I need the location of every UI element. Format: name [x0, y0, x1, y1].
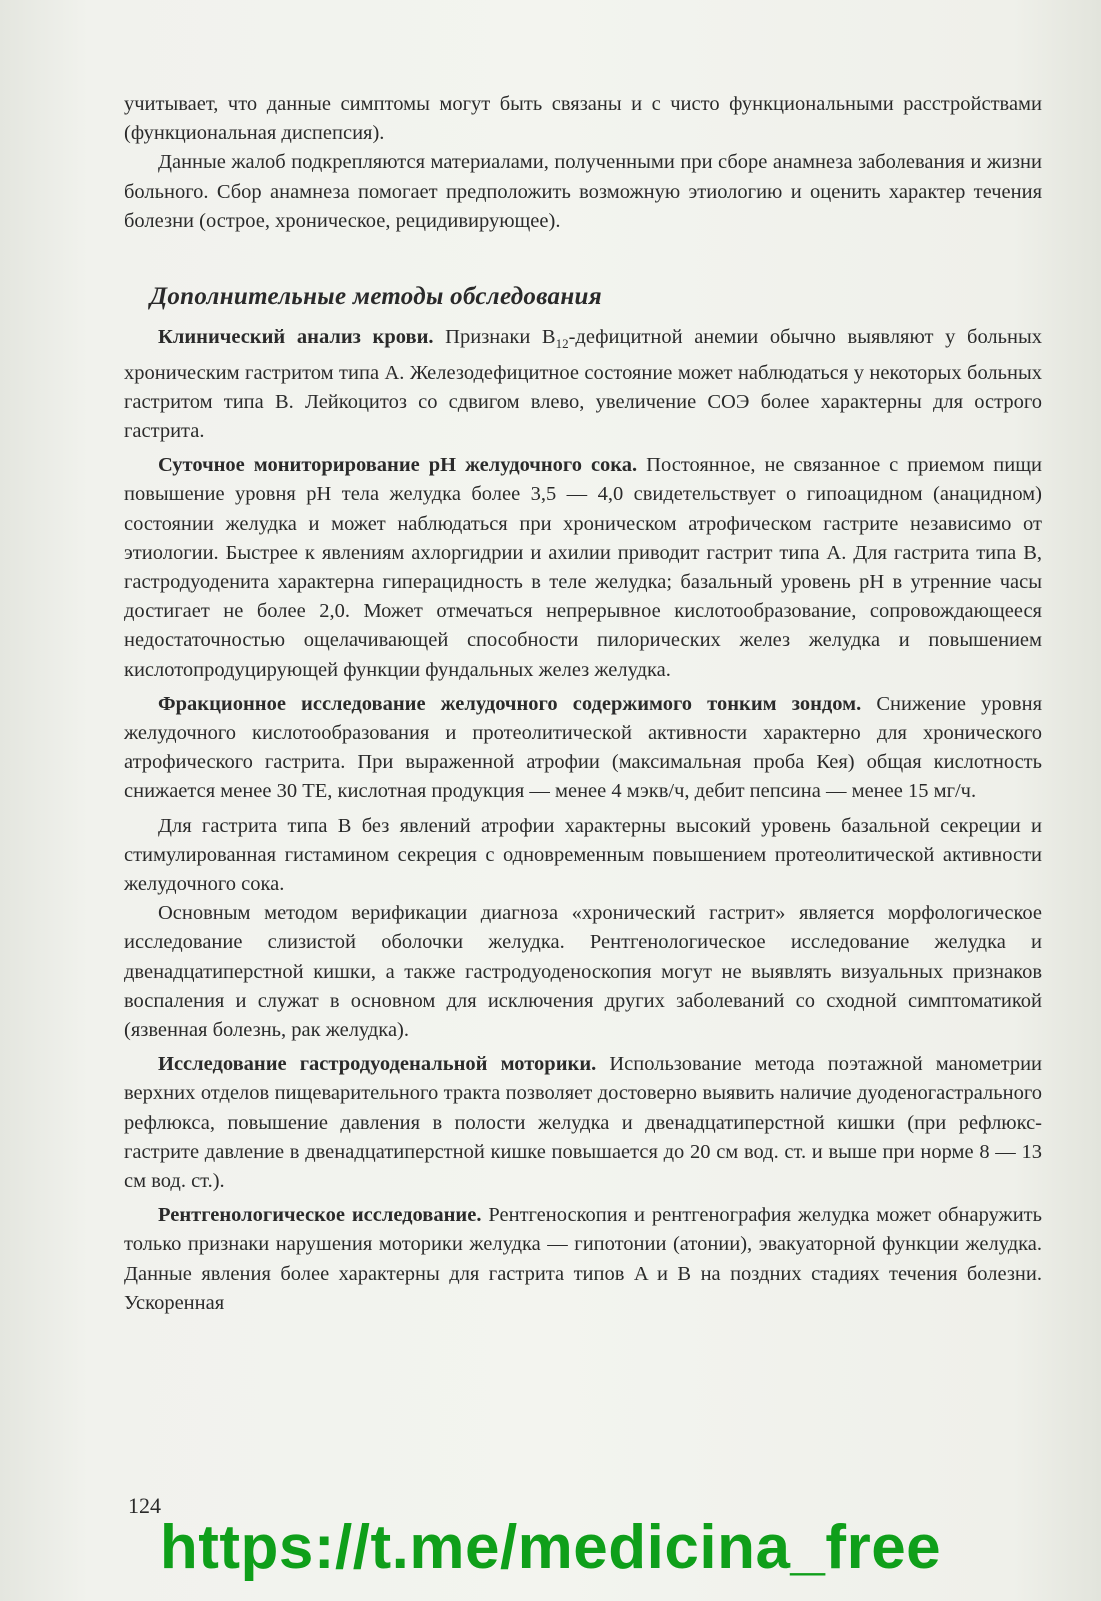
blood-text-2: -дефицитной анемии обычно выявляют у больных хроническим гастритом типа A. Железодефицитное состояние может наблюдаться у некоторых больных гастритом типа B. Лейкоцитоз со сдвигом влево, увеличение СОЭ более характерны для острого гастрита.: [124, 326, 1043, 442]
page-number: 124: [128, 1493, 161, 1518]
motility-text: Использование метода поэтажной манометрии верхних отделов пищеварительного тракта позволяет достоверно выявить наличие дуоденогастрального рефлюкса, повышение давления в полости желудка и двенадцатиперстной кишки (при рефлюкс-гастрите давление в двенадцатиперстной кишке повышается до 20 см вод. ст. и выше при норме 8 — 13 см вод. ст.).: [124, 1053, 1043, 1192]
fractional-text: Снижение уровня желудочного кислотообразования и протеолитической активности характерно для хронического атрофического гастрита. При выраженной атрофии (максимальная проба Кея) общая кислотность снижается менее 30 ТЕ, кислотная продукция — менее 4 мэкв/ч, дебит пепсина — менее 15 мг/ч.: [124, 692, 1042, 803]
section-heading: Дополнительные методы обследования: [150, 283, 602, 311]
paragraph-xray: [124, 1201, 1042, 1318]
paragraph-anamnesis: Данные жалоб подкрепляются материалами, полученными при сборе анамнеза заболевания и жизни больного. Сбор анамнеза помогает предположить возможную этиологию и оценить характер течения болезни (острое, хроническое, рецидивирующее).: [124, 151, 1042, 232]
paragraph-type-b: Для гастрита типа B без явлений атрофии характерны высокий уровень базальной секреции и стимулированная гистамином секреция с одновременным повышением протеолитической активности желудочного сока.: [124, 814, 1042, 895]
watermark-link: https://t.me/medicina_free: [159, 1513, 942, 1582]
blood-subscript: 12: [555, 336, 569, 352]
motility-lead: Исследование гастродуоденальной моторики.: [158, 1053, 597, 1076]
xray-lead: Рентгенологическое исследование.: [158, 1204, 482, 1227]
page-text: [124, 90, 1042, 1318]
ph-text: Постоянное, не связанное с приемом пищи повышение уровня pH тела желудка более 3,5 — 4,0 свидетельствует о гипоацидном (анацидном) состоянии желудка и может наблюдаться при хроническом атрофическом гастрите независимо от этиологии. Быстрее к явлениям ахлоргидрии и ахилии приводит гастрит типа A. Для гастрита типа B, гастродуоденита характерна гиперацидность в теле желудка; базальный уровень pH в утренние часы достигает не более 2,0. Может отмечаться непрерывное кислотообразование, сопровождающееся недостаточностью ощелачивающей способности пилорических желез желудка и повышением кислотопродуцирующей функции фундальных желез желудка.: [124, 454, 1042, 681]
paragraph-ph-monitoring: [124, 451, 1042, 685]
paragraph-blood-analysis: [124, 323, 1042, 446]
blood-text-1: Признаки B: [433, 326, 556, 349]
paragraph-motility: [124, 1050, 1042, 1196]
fractional-lead: Фракционное исследование желудочного содержимого тонким зондом.: [158, 692, 862, 715]
blood-lead: Клинический анализ крови.: [158, 326, 434, 349]
paragraph-continuation: учитывает, что данные симптомы могут быть связаны и с чисто функциональными расстройствами (функциональная диспепсия).: [124, 93, 1042, 145]
xray-text: Рентгеноскопия и рентгенография желудка может обнаружить только признаки нарушения моторики желудка — гипотонии (атонии), эвакуаторной функции желудка. Данные явления более характерны для гастрита типов A и B на поздних стадиях течения болезни. Ускоренная: [124, 1204, 1042, 1314]
ph-lead: Суточное мониторирование pH желудочного сока.: [158, 454, 638, 477]
paragraph-verification: Основным методом верификации диагноза «хронический гастрит» является морфологическое исследование слизистой оболочки желудка. Рентгенологическое исследование желудка и двенадцатиперстной кишки, а также гастродуоденоскопия могут не выявлять визуальных признаков воспаления и служат в основном для исключения других заболеваний со сходной симптоматикой (язвенная болезнь, рак желудка).: [124, 902, 1042, 1041]
paragraph-fractional: [124, 690, 1042, 807]
